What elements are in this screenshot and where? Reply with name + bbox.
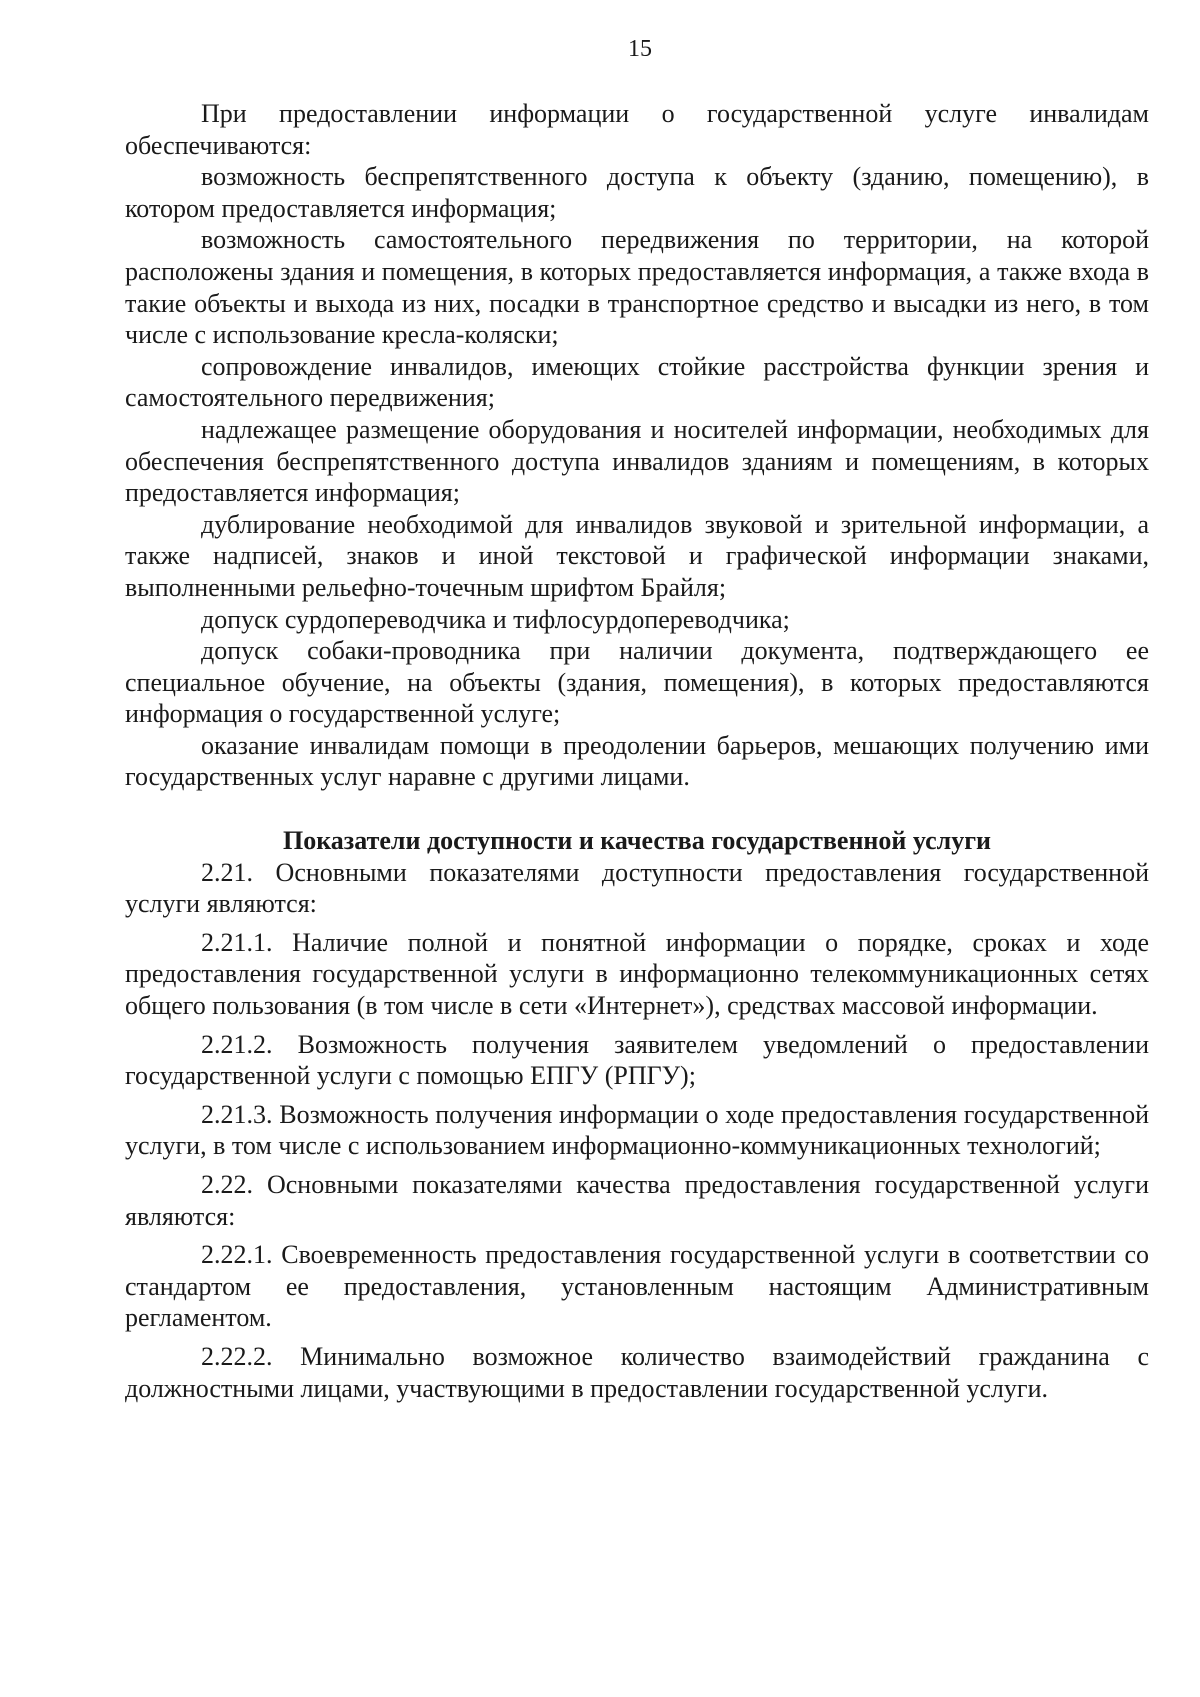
intro-item: дублирование необходимой для инвалидов звуковой и зрительной информации, а также надписей, знаков и иной текстовой и графической информации знаками, выполненными рельефно-точечным шрифтом Брайля;	[125, 509, 1149, 602]
section-heading: Показатели доступности и качества государственной услуги	[282, 826, 992, 856]
section-paragraph: 2.21.2. Возможность получения заявителем уведомлений о предоставлении государственной услуги с помощью ЕПГУ (РПГУ);	[125, 1029, 1149, 1091]
intro-item: надлежащее размещение оборудования и носителей информации, необходимых для обеспечения беспрепятственного доступа инвалидов зданиям и помещениям, в которых предоставляется информация;	[125, 414, 1149, 508]
section-paragraph: 2.21. Основными показателями доступности предоставления государственной услуги являются:	[125, 857, 1149, 919]
intro-lead: При предоставлении информации о государственной услуге инвалидам обеспечиваются:	[125, 99, 1149, 160]
intro-item: допуск собаки-проводника при наличии документа, подтверждающего ее специальное обучение, на объекты (здания, помещения), в которых предоставляются информация о государственной услуге;	[125, 636, 1149, 729]
intro-item: возможность беспрепятственного доступа к объекту (зданию, помещению), в котором предоставляется информация;	[125, 162, 1149, 223]
section-paragraph: 2.21.1. Наличие полной и понятной информации о порядке, сроках и ходе предоставления государственной услуги в информационно телекоммуникационных сетях общего пользования (в том числе в сети «Интернет»), средствах массовой информации.	[125, 927, 1149, 1021]
intro-item: допуск сурдопереводчика и тифлосурдопереводчика;	[201, 604, 790, 634]
page-number: 15	[628, 36, 652, 62]
section-paragraph: 2.21.3. Возможность получения информации о ходе предоставления государственной услуги, в том числе с использованием информационно-коммуникационных технологий;	[125, 1099, 1149, 1161]
intro-item: возможность самостоятельного передвижения по территории, на которой расположены здания и помещения, в которых предоставляется информация, а также входа в такие объекты и выхода из них, посадки в транспортное средство и высадки из него, в том числе с использование кресла-коляски;	[125, 225, 1149, 350]
document-body	[125, 98, 1149, 1404]
section-paragraph: 2.22.2. Минимально возможное количество взаимодействий гражданина с должностными лицами, участвующими в предоставлении государственной услуги.	[125, 1341, 1149, 1403]
intro-item: оказание инвалидам помощи в преодолении барьеров, мешающих получению ими государственных услуг наравне с другими лицами.	[125, 730, 1149, 792]
intro-item: сопровождение инвалидов, имеющих стойкие расстройства функции зрения и самостоятельного передвижения;	[125, 351, 1149, 413]
section-paragraph: 2.22. Основными показателями качества предоставления государственной услуги являются:	[125, 1170, 1149, 1231]
section-paragraph: 2.22.1. Своевременность предоставления государственной услуги в соответствии со стандартом ее предоставления, установленным настоящим Административным регламентом.	[125, 1240, 1149, 1333]
